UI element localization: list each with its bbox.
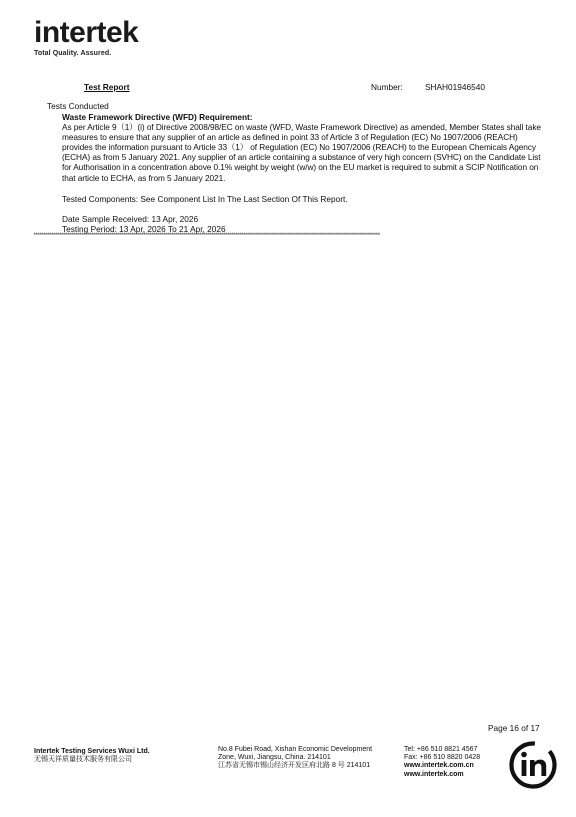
footer-company-name-en: Intertek Testing Services Wuxi Ltd. [34, 748, 150, 755]
footer-company [34, 748, 150, 764]
page-number: Page 16 of 17 [488, 723, 540, 733]
logo-tagline: Total Quality. Assured. [34, 50, 112, 57]
testing-period: Testing Period: 13 Apr, 2026 To 21 Apr, 2026 [62, 224, 226, 234]
footer-address-cn: 江苏省无锡市锡山经济开发区府北路 8 号 214101 [218, 762, 371, 770]
footer-address-line1: No.8 Fubei Road, Xishan Economic Development [218, 746, 373, 753]
footer-fax: Fax: +86 510 8820 0428 [404, 754, 481, 762]
logo-wordmark: intertek [34, 16, 139, 49]
date-sample-received: Date Sample Received: 13 Apr, 2026 [62, 214, 199, 224]
footer-website-cn: www.intertek.com.cn [404, 762, 474, 770]
footer-tel: Tel: +86 510 8821 4567 [404, 746, 478, 753]
tested-components-note: Tested Components: See Component List In The Last Section Of This Report. [62, 194, 348, 204]
report-number-label: Number: [371, 82, 403, 92]
intertek-in-logo-icon [508, 740, 558, 790]
wfd-body: As per Article 9（1）(i) of Directive 2008/98/EC on waste (WFD, Waste Framework Directive) as amended, Member States shall take measures to ensure that any supplier of an article as defined in point 33 of Article 3 of Regulation (EC) No 1907/2006 (REACH) provides the information pursuant to Article 33（1） of Regulation (EC) No 1907/2006 (REACH) to the European Chemicals Agency (ECHA) as from 5 January 2021. Any supplier of an article containing a substance of very high concern (SVHC) on the Candidate List for Authorisation in a concentration above 0.1% weight by weight (w/w) on the EU market is required to submit a SCIP Notification on that article to ECHA, as from 5 January 2021. [62, 122, 541, 183]
section-separator: ***************************************************************************************************************************************************************************** [33, 232, 380, 239]
tests-conducted-label: Tests Conducted [47, 101, 109, 111]
report-title: Test Report [84, 82, 130, 92]
wfd-heading: Waste Framework Directive (WFD) Requirement: [62, 112, 253, 122]
footer-contact [404, 746, 480, 779]
wfd-section [62, 112, 548, 183]
footer-company-name-cn: 无锡天祥质量技术服务有限公司 [34, 756, 132, 764]
footer-website: www.intertek.com [404, 770, 464, 778]
report-number-value: SHAH01946540 [425, 82, 485, 92]
intertek-logo [34, 18, 138, 57]
footer-address-line2: Zone, Wuxi, Jiangsu, China. 214101 [218, 754, 331, 762]
footer-address [218, 746, 372, 771]
